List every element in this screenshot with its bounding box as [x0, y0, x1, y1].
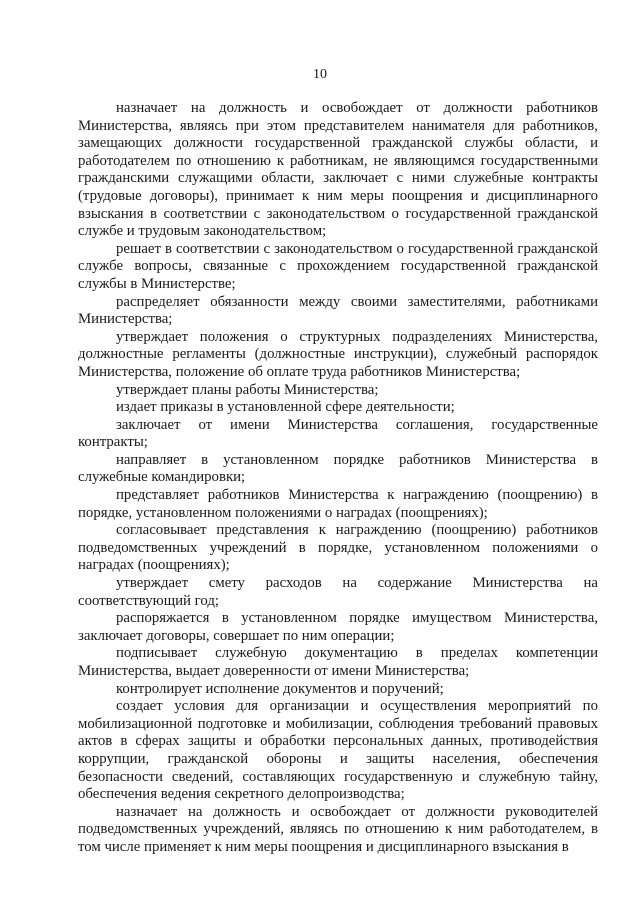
paragraph-approves-budget: утверждает смету расходов на содержание Министерства на соответствующий год; — [78, 575, 598, 609]
paragraph-appoints-heads-of-institutions: назначает на должность и освобождает от должности руководителей подведомственных учреждений, являясь по отношению к ним работодателем, в том числе применяет к ним меры поощрения и дисциплинарного взыскания в — [78, 803, 598, 855]
paragraph-civil-service-issues: решает в соответствии с законодательством о государственной гражданской службе вопросы, связанные с прохождением государственной гражданской службы в Министерстве; — [78, 240, 598, 292]
paragraph-appoints-dismisses-employees: назначает на должность и освобождает от должности работников Министерства, являясь при этом представителем нанимателя для работников, замещающих должности государственной гражданской службы области, и работодателем по отношению к работникам, не являющимся государственными гражданскими служащими области, заключает с ними служебные контракты (трудовые договоры), принимает к ним меры поощрения и дисциплинарного взыскания в соответствии с законодательством о государственной гражданской службе и трудовым законодательством; — [78, 100, 598, 240]
paragraph-signs-documents: подписывает служебную документацию в пределах компетенции Министерства, выдает доверенности от имени Министерства; — [78, 645, 598, 679]
paragraph-approves-work-plans: утверждает планы работы Министерства; — [116, 381, 379, 398]
paragraph-issues-orders: издает приказы в установленной сфере деятельности; — [116, 399, 455, 416]
paragraph-approves-regulations: утверждает положения о структурных подразделениях Министерства, должностные регламенты (должностные инструкции), служебный распорядок Министерства, положение об оплате труда работников Министерства; — [78, 328, 598, 380]
paragraph-concludes-contracts: заключает от имени Министерства соглашения, государственные контракты; — [78, 416, 598, 451]
paragraph-creates-conditions: создает условия для организации и осуществления мероприятий по мобилизационной подготовке и мобилизации, соблюдения требований правовых актов в сферах защиты и обработки персональных данных, противодействия коррупции, гражданской обороны и защиты населения, обеспечения безопасности сведений, составляющих государственную и служебную тайну, обеспечения ведения секретного делопроизводства; — [78, 698, 598, 803]
page-number: 10 — [313, 67, 327, 82]
paragraph-manages-property: распоряжается в установленном порядке имуществом Министерства, заключает договоры, совершает по ним операции; — [78, 610, 598, 644]
paragraph-controls-execution: контролирует исполнение документов и поручений; — [116, 680, 444, 697]
paragraph-approves-award-submissions: согласовывает представления к награждению (поощрению) работников подведомственных учреждений в порядке, установленном положениями о наградах (поощрениях); — [78, 522, 598, 574]
paragraph-business-trips: направляет в установленном порядке работников Министерства в служебные командировки; — [78, 451, 598, 486]
document-body — [78, 100, 598, 857]
paragraph-distributes-duties: распределяет обязанности между своими заместителями, работниками Министерства; — [78, 293, 598, 328]
paragraph-nominates-for-awards: представляет работников Министерства к награждению (поощрению) в порядке, установленном положениями о наградах (поощрениях); — [78, 487, 598, 521]
